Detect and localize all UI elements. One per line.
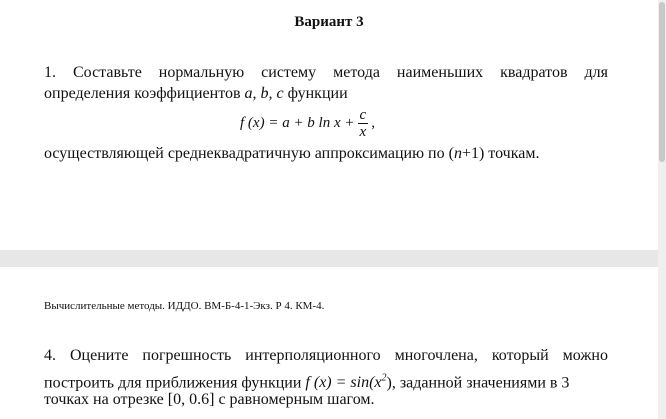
task4-formula-sup: 2 [381, 373, 387, 384]
task4-formula-end: ), [386, 374, 396, 392]
task1-line3-text: осуществляющей среднеквадратичную аппроксимацию по ( [44, 145, 454, 162]
task1-line2-end: функции [287, 85, 348, 102]
page-footer: Вычислительные методы. ИДДО. ВМ-Б-4-1-Экз. Р 4. КМ-4. [44, 300, 325, 312]
task4-line3 [44, 389, 608, 410]
vertical-scrollbar[interactable] [658, 0, 666, 419]
task4-line3-end: с равномерным шагом. [218, 391, 375, 408]
task1-line2 [44, 83, 608, 104]
coef-a: a, [244, 85, 257, 102]
task1-line3-n: n [453, 145, 462, 162]
formula-lhs: f (x) = a + b ln x + [240, 115, 355, 131]
task4-line2-end: заданной значениями в 3 [399, 374, 570, 392]
task1-formula [240, 107, 375, 140]
formula-numerator: c [359, 107, 367, 123]
task1-line2-text: определения коэффициентов [44, 85, 241, 102]
formula-end: , [371, 115, 375, 131]
formula-denominator: x [359, 124, 367, 140]
formula-fraction [358, 107, 369, 140]
task1-line1: 1. Составьте нормальную систему метода наименьших квадратов для [44, 64, 608, 81]
task4-line2-text: построить для приближения функции [44, 374, 302, 392]
task4-interval: [0, 0.6] [167, 391, 215, 408]
task4-paragraph [44, 345, 608, 366]
task1-line3-end: +1) точкам. [461, 145, 540, 162]
task4-line1: 4. Оцените погрешность интерполяционного многочлена, который можно [44, 347, 608, 364]
task4-formula-text: f (x) = sin(x [305, 374, 382, 392]
variant-title: Вариант 3 [294, 14, 364, 30]
coef-b: b, [260, 85, 273, 102]
scrollbar-thumb[interactable] [659, 2, 665, 162]
coef-c: c [276, 85, 284, 102]
task1-line3 [44, 143, 608, 164]
task1-paragraph [44, 62, 608, 83]
page-separator [0, 250, 666, 267]
task4-line3-text: точках на отрезке [44, 391, 164, 408]
